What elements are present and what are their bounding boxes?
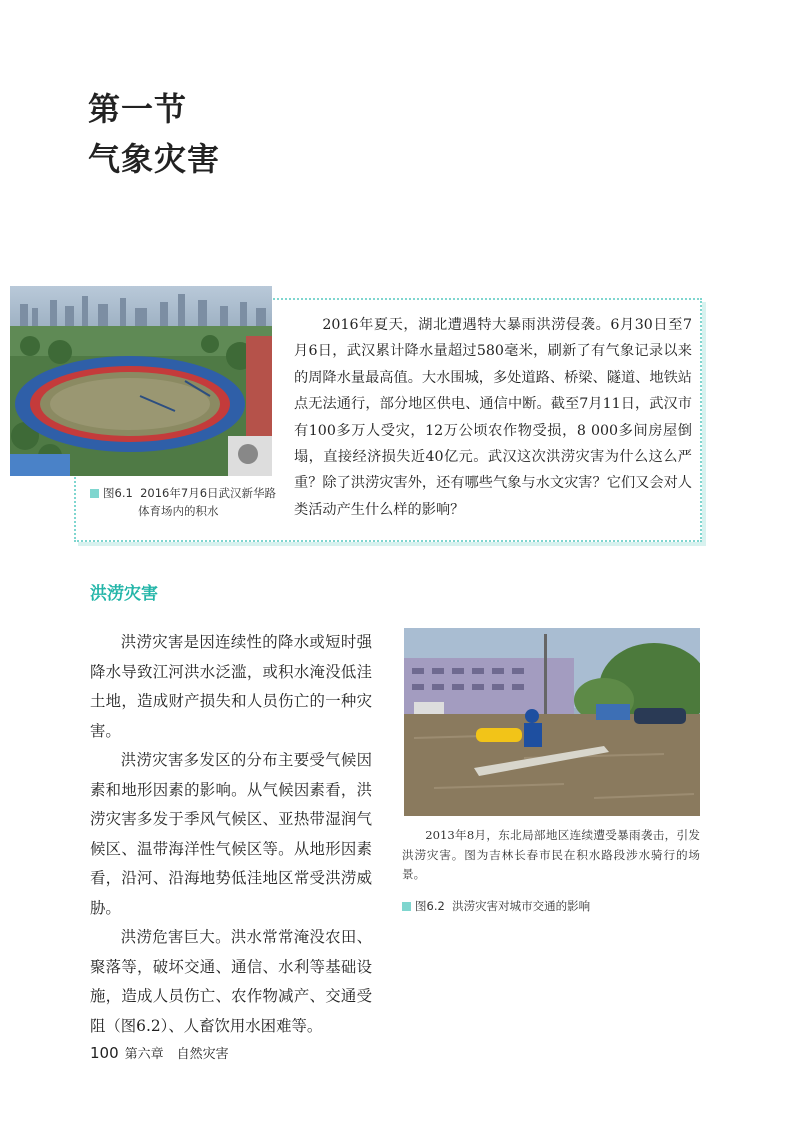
figure-marker-icon [402,902,411,911]
flood-section-heading: 洪涝灾害 [90,584,158,604]
figure-6-2-label: 图6.2 [415,899,445,913]
figure-6-1-caption-line1: 2016年7月6日武汉新华路 [140,486,277,500]
section-number: 第一节 [88,90,188,128]
flood-paragraph-2: 洪涝灾害多发区的分布主要受气候因素和地形因素的影响。从气候因素看，洪涝灾害多发于季风气候区、亚热带湿润气候区、温带海洋性气候区等。从地形因素看，沿河、沿海地势低洼地区常受洪涝威胁。 [90,751,372,917]
section-title: 气象灾害 [88,140,221,178]
flooded-stadium-image [10,286,272,476]
intro-paragraph: 2016年夏天，湖北遭遇特大暴雨洪涝侵袭。6月30日至7月6日，武汉累计降水量超过580毫米，刷新了有气象记录以来的周降水量最高值。大水围城，多处道路、桥梁、隧道、地铁站点无法通行，部分地区供电、通信中断。截至7月11日，武汉市有100多万人受灾，12万公顷农作物受损，8 000多间房屋倒塌，直接经济损失近40亿元。武汉这次洪涝灾害为什么这么严重？除了洪涝灾害外，还有哪些气象与水文灾害？它们又会对人类活动产生什么样的影响？ [294,317,692,518]
page-footer [90,1043,229,1062]
flood-paragraph-3: 洪涝危害巨大。洪水常常淹没农田、聚落等，破坏交通、通信、水利等基础设施，造成人员伤亡、农作物减产、交通受阻（图6.2）、人畜饮用水困难等。 [90,928,372,1035]
flooded-street-image [404,628,700,816]
figure-6-2-photo [404,628,700,816]
flood-paragraph-1: 洪涝灾害是因连续性的降水或短时强降水导致江河洪水泛滥，或积水淹没低洼土地，造成财产损失和人员伤亡的一种灾害。 [90,633,372,740]
flood-body-text [90,628,372,1041]
figure-6-1-label: 图6.1 [103,486,133,500]
figure-6-2-description: 2013年8月，东北局部地区连续遭受暴雨袭击，引发洪涝灾害。图为吉林长春市民在积水路段涉水骑行的场景。 [402,828,700,881]
figure-6-1-photo [10,286,272,476]
page-number: 100 [90,1044,119,1062]
chapter-label: 第六章 自然灾害 [124,1047,229,1062]
figure-marker-icon [90,489,99,498]
figure-6-2-caption [402,898,590,914]
figure-6-1-caption [90,484,290,520]
figure-6-2-title: 洪涝灾害对城市交通的影响 [452,899,591,913]
figure-6-1-caption-line2: 体育场内的积水 [138,504,219,518]
